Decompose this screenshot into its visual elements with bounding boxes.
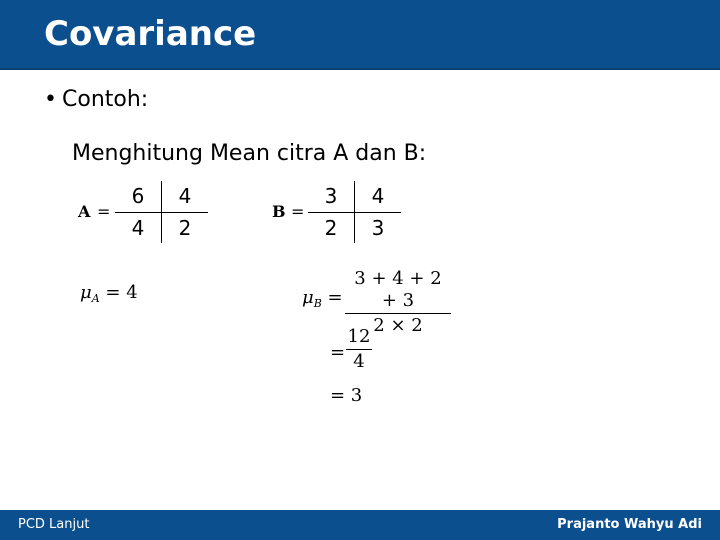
- bullet-text: Contoh:: [62, 87, 149, 112]
- matrix-b-label: B: [272, 202, 286, 221]
- matrix-a-cell: 4: [178, 184, 192, 208]
- footer-course: PCD Lanjut: [18, 517, 90, 532]
- mean-b-result: = 3: [330, 385, 363, 406]
- fraction-bar: [346, 349, 372, 350]
- footer-bar: [0, 510, 720, 540]
- mean-b-lhs: [302, 287, 343, 311]
- fraction-denominator: 4: [353, 351, 365, 372]
- matrix-b-cell: 3: [371, 216, 385, 240]
- mu-subscript: B: [313, 297, 322, 310]
- matrix-a-equals: =: [97, 202, 111, 221]
- matrix-a-label: A: [78, 202, 91, 221]
- fraction-numerator: 12: [347, 326, 371, 347]
- matrix-b-cell: 2: [324, 216, 338, 240]
- fraction-bar: [345, 313, 451, 314]
- bullet-dot-icon: •: [44, 87, 57, 112]
- matrix-a-divider: [115, 212, 208, 213]
- header-bar: [0, 0, 720, 70]
- mu-symbol: μ: [302, 287, 314, 308]
- description-text: Menghitung Mean citra A dan B:: [72, 141, 427, 166]
- matrix-b: [308, 181, 401, 243]
- footer-author: Prajanto Wahyu Adi: [557, 517, 702, 532]
- mu-symbol: μ: [80, 282, 92, 303]
- matrix-b-cell: 3: [324, 184, 338, 208]
- bullet-item: [44, 86, 148, 114]
- mu-subscript: A: [91, 292, 100, 305]
- mean-a-value: = 4: [105, 282, 138, 303]
- mean-b-fraction-2: [346, 326, 372, 373]
- fraction-numerator: 3 + 4 + 2 + 3: [354, 268, 442, 311]
- matrix-b-divider: [308, 212, 401, 213]
- mean-b-step2-equals: =: [330, 342, 346, 363]
- mean-a-equation: [80, 282, 138, 306]
- matrix-b-equals: =: [291, 202, 305, 221]
- matrix-a-cell: 4: [131, 216, 145, 240]
- matrix-a-cell: 6: [131, 184, 145, 208]
- matrix-a-cell: 2: [178, 216, 192, 240]
- matrix-b-cell: 4: [371, 184, 385, 208]
- fraction-denominator: 2 × 2: [373, 315, 423, 336]
- mean-b-equals: =: [327, 287, 343, 308]
- matrix-a: [115, 181, 208, 243]
- slide-title: Covariance: [44, 14, 257, 54]
